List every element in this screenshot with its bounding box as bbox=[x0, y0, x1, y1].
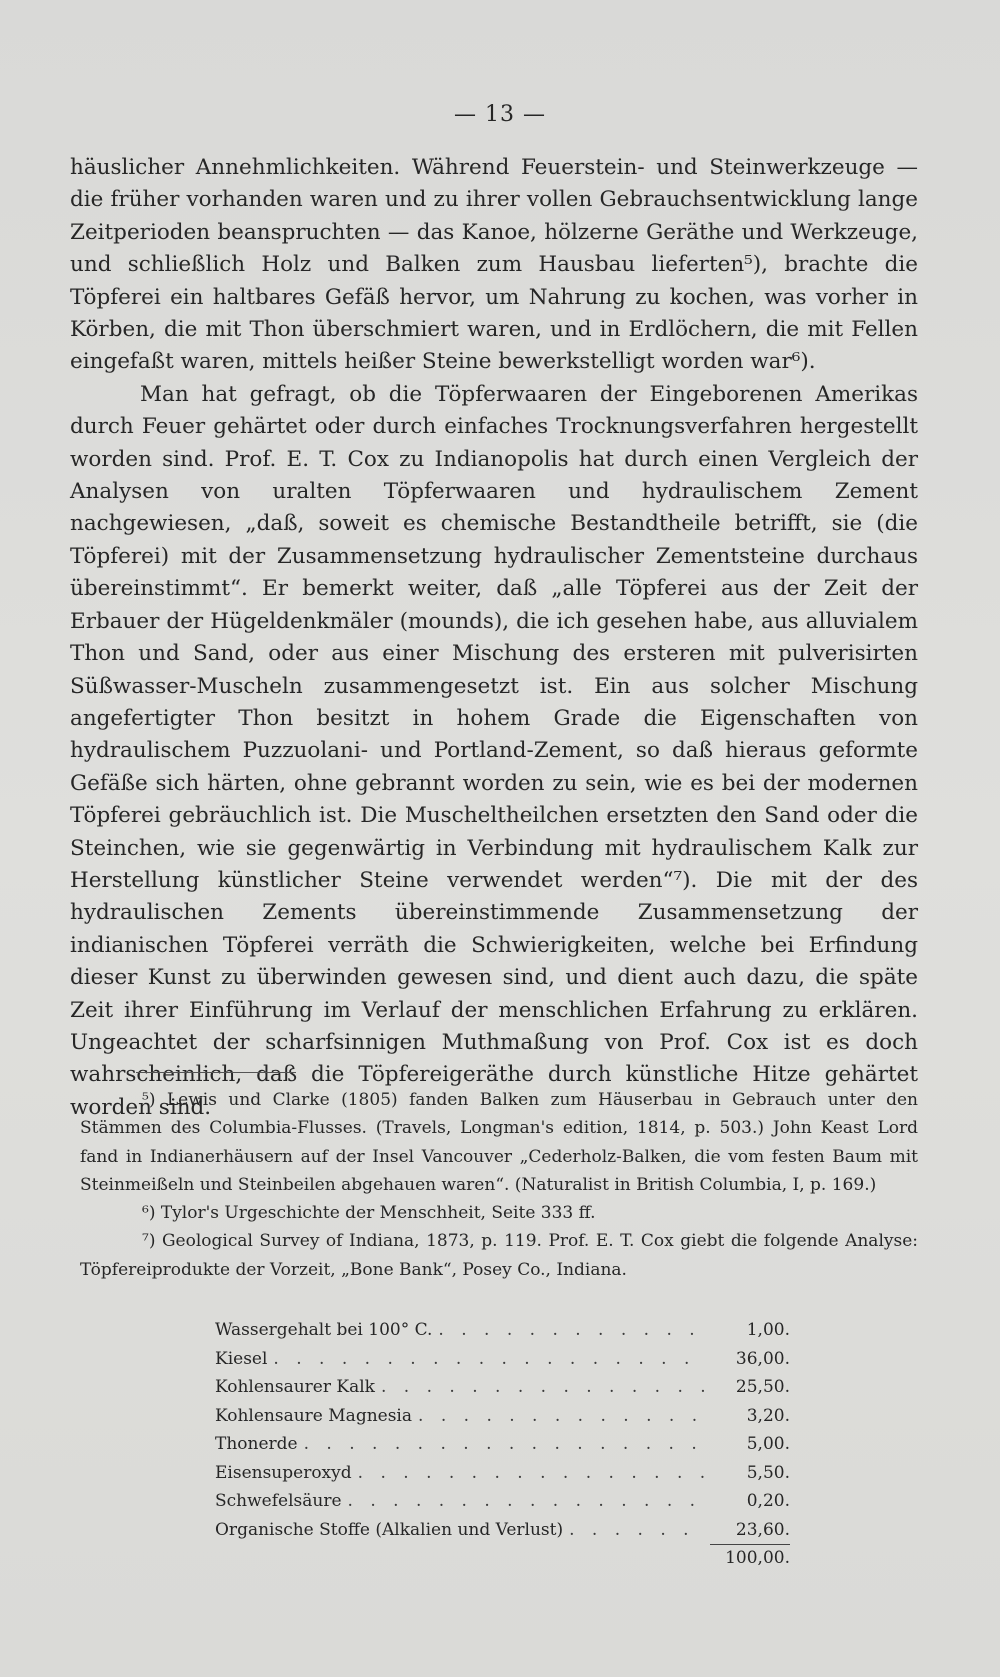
leader-dots bbox=[304, 1430, 704, 1459]
table-row bbox=[215, 1373, 790, 1402]
row-label: Schwefelsäure bbox=[215, 1491, 342, 1511]
row-value: 3,20. bbox=[746, 1405, 790, 1426]
row-label: Organische Stoffe (Alkalien und Verlust) bbox=[215, 1519, 564, 1540]
table-row bbox=[215, 1430, 790, 1459]
leader-dots bbox=[358, 1459, 704, 1488]
row-label: Kohlensaurer Kalk bbox=[215, 1377, 375, 1397]
analysis-table bbox=[215, 1316, 790, 1573]
table-row bbox=[215, 1345, 790, 1374]
row-label: Thonerde bbox=[215, 1434, 298, 1454]
paragraph: häuslicher Annehmlichkeiten. Während Feuerstein- und Steinwerkzeuge — die früher vorhanden waren und zu ihrer vollen Gebrauchsentwicklung lange Zeitperioden beanspruchten — das Kanoe, hölzerne Geräthe und Werkzeuge, und schließlich Holz und Balken zum Hausbau lieferten⁵), brachte die Töpferei ein haltbares Gefäß hervor, um Nahrung zu kochen, was vorher in Körben, die mit Thon überschmiert waren, und in Erdlöchern, die mit Fellen eingefaßt waren, mittels heißer Steine bewerkstelligt worden war⁶). bbox=[70, 155, 918, 375]
table-row bbox=[215, 1402, 790, 1431]
row-value: 1,00. bbox=[746, 1320, 790, 1340]
footnote-6: ⁶) Tylor's Urgeschichte der Menschheit, Seite 333 ff. bbox=[142, 1203, 596, 1224]
row-label: Eisensuperoxyd bbox=[215, 1462, 352, 1483]
row-value: 25,50. bbox=[735, 1377, 790, 1397]
row-label: Kiesel bbox=[215, 1348, 268, 1369]
paragraph: Man hat gefragt, ob die Töpferwaaren der Eingeborenen Amerikas durch Feuer gehärtet oder durch einfaches Trocknungsverfahren hergestellt worden sind. Prof. E. T. Cox zu Indianopolis hat durch einen Vergleich der Analysen von uralten Töpferwaaren und hydraulischem Zement nachgewiesen, „daß, soweit es chemische Bestandtheile betrifft, sie (die Töpferei) mit der Zusammensetzung hydraulischer Zementsteine durchaus übereinstimmt“. Er bemerkt weiter, daß „alle Töpferei aus der Zeit der Erbauer der Hügeldenkmäler (mounds), die ich gesehen habe, aus alluvialem Thon und Sand, oder aus einer Mischung des ersteren mit pulverisirten Süßwasser-Muscheln zusammengesetzt ist. Ein aus solcher Mischung angefertigter Thon besitzt in hohem Grade die Eigenschaften von hydraulischem Puzzuolani- und Portland-Zement, so daß hieraus geformte Gefäße sich härten, ohne gebrannt worden zu sein, wie es bei der modernen Töpferei gebräuchlich ist. Die Muscheltheilchen ersetzten den Sand oder die Steinchen, wie sie gegenwärtig in Verbindung mit hydraulischem Kalk zur Herstellung künstlicher Steine verwendet werden“⁷). Die mit der des hydraulischen Zements übereinstimmende Zusammensetzung der indianischen Töpferei verräth die Schwierigkeiten, welche bei Erfindung dieser Kunst zu überwinden gewesen sind, und dient auch dazu, die späte Zeit ihrer Einführung im Verlauf der menschlichen Erfahrung zu erklären. Ungeachtet der scharfsinnigen Muthmaßung von Prof. Cox ist es doch wahrscheinlich, daß die Töpfereigeräthe durch künstliche Hitze gehärtet worden sind. bbox=[70, 381, 918, 1120]
table-row bbox=[215, 1316, 790, 1345]
total-value: 100,00. bbox=[725, 1548, 790, 1568]
row-value: 23,60. bbox=[710, 1516, 790, 1546]
leader-dots bbox=[273, 1345, 704, 1374]
footnotes bbox=[80, 1086, 918, 1284]
table-row bbox=[215, 1487, 790, 1516]
row-value: 5,50. bbox=[746, 1462, 790, 1483]
footnote-divider bbox=[136, 1072, 296, 1073]
leader-dots bbox=[418, 1402, 704, 1431]
page-number: — 13 — bbox=[454, 102, 546, 127]
main-text bbox=[70, 152, 918, 1124]
row-value: 0,20. bbox=[746, 1491, 790, 1511]
total-row bbox=[215, 1544, 790, 1573]
row-label: Kohlensaure Magnesia bbox=[215, 1405, 413, 1426]
footnote-7: ⁷) Geological Survey of Indiana, 1873, p. 119. Prof. E. T. Cox giebt die folgende Analyse: Töpfereiprodukte der Vorzeit, „Bone Bank“, Posey Co., Indiana. bbox=[80, 1231, 918, 1280]
footnote-5: ⁵) Lewis und Clarke (1805) fanden Balken zum Häuserbau in Gebrauch unter den Stämmen des Columbia-Flusses. (Travels, Longman's edition, 1814, p. 503.) John Keast Lord fand in Indianerhäusern auf der Insel Vancouver „Cederholz-Balken, die vom festen Baum mit Steinmeißeln und Steinbeilen abgehauen waren“. (Naturalist in British Columbia, I, p. 169.) bbox=[80, 1090, 918, 1195]
leader-dots bbox=[348, 1487, 704, 1516]
leader-dots bbox=[569, 1516, 704, 1545]
row-value: 36,00. bbox=[735, 1348, 790, 1369]
leader-dots bbox=[438, 1316, 704, 1345]
table-row bbox=[215, 1459, 790, 1488]
table-row bbox=[215, 1516, 790, 1545]
row-label: Wassergehalt bei 100° C. bbox=[215, 1320, 433, 1340]
row-value: 5,00. bbox=[746, 1434, 790, 1454]
leader-dots bbox=[381, 1373, 704, 1402]
